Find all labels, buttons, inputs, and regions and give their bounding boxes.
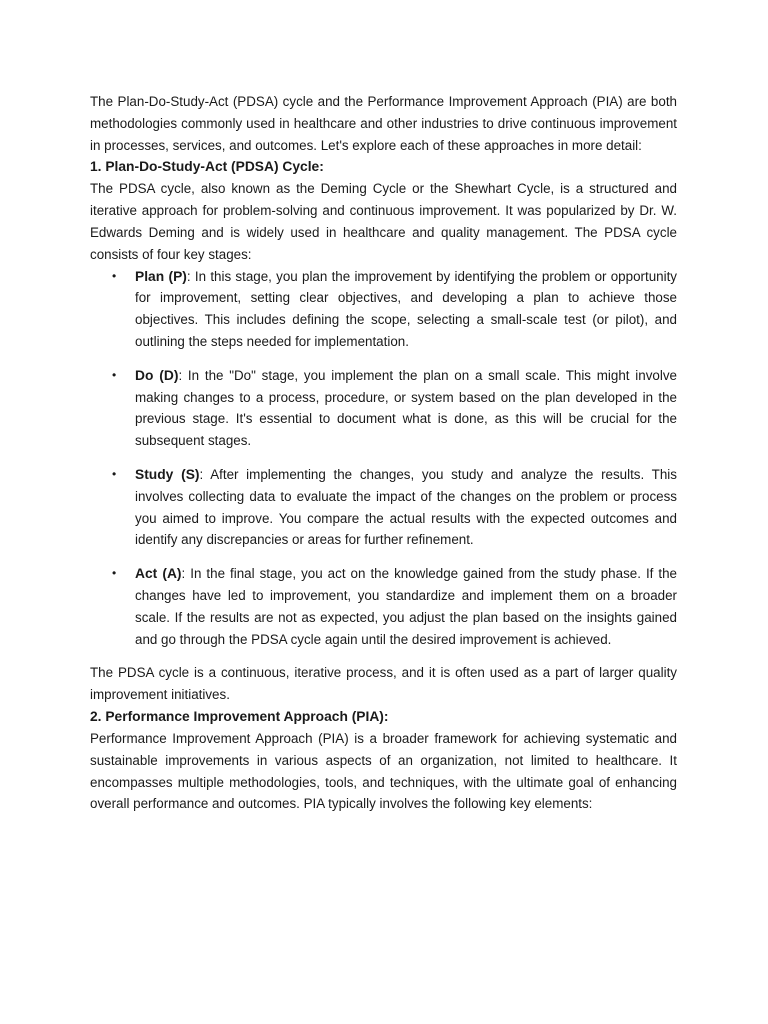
intro-paragraph: The Plan-Do-Study-Act (PDSA) cycle and the Performance Improvement Approach (PIA) are both methodologies commonly used in healthcare and other industries to drive continuous improvement in processes, services, and outcomes. Let's explore each of these approaches in more detail: [90, 94, 677, 153]
document-page [90, 91, 677, 815]
stage-text: : In this stage, you plan the improvement by identifying the problem or opportunity for improvement, setting clear objectives, and developing a plan to achieve those objectives. This includes defining the scope, selecting a small-scale test (or pilot), and outlining the steps needed for implementation. [135, 268, 677, 349]
stage-term: Plan (P) [135, 268, 187, 284]
bullet-icon: • [112, 566, 117, 581]
stage-term: Act (A) [135, 566, 182, 582]
pdsa-stages-list [90, 266, 677, 651]
stage-text: : In the "Do" stage, you implement the plan on a small scale. This might involve making changes to a process, procedure, or system based on the plan developed in the previous stage. It's essential to document what is done, as this will be crucial for the subsequent stages. [135, 367, 677, 449]
stage-text: : In the final stage, you act on the knowledge gained from the study phase. If the changes have led to improvement, you standardize and implement them on a broader scale. If the results are not as expected, you adjust the plan based on the insights gained and go through the PDSA cycle again until the desired improvement is achieved. [135, 566, 678, 647]
list-item-act [90, 563, 677, 650]
list-item-study [90, 464, 677, 551]
section-heading-pia: 2. Performance Improvement Approach (PIA): [90, 708, 389, 724]
pia-description-paragraph: Performance Improvement Approach (PIA) is a broader framework for achieving systematic and sustainable improvements in various aspects of an organization, not limited to healthcare. It encompasses multiple methodologies, tools, and techniques, with the ultimate goal of enhancing overall performance and outcomes. PIA typically involves the following key elements: [90, 730, 677, 812]
bullet-icon: • [112, 367, 117, 382]
list-item-do [90, 365, 677, 452]
list-item-plan [90, 266, 677, 353]
bullet-icon: • [112, 466, 117, 481]
pdsa-description-paragraph: The PDSA cycle, also known as the Deming Cycle or the Shewhart Cycle, is a structured and iterative approach for problem-solving and continuous improvement. It was popularized by Dr. W. Edwards Deming and is widely used in healthcare and quality management. The PDSA cycle consists of four key stages: [90, 181, 677, 262]
stage-text: : After implementing the changes, you study and analyze the results. This involves collecting data to evaluate the impact of the changes on the problem or process you aimed to improve. You compare the actual results with the expected outcomes and identify any discrepancies or areas for further refinement. [135, 466, 677, 548]
section-heading-pdsa: 1. Plan-Do-Study-Act (PDSA) Cycle: [90, 159, 324, 175]
stage-term: Study (S) [135, 466, 200, 482]
pdsa-closing-paragraph: The PDSA cycle is a continuous, iterative process, and it is often used as a part of larger quality improvement initiatives. [90, 665, 677, 703]
bullet-icon: • [112, 268, 117, 283]
stage-term: Do (D) [135, 367, 179, 383]
